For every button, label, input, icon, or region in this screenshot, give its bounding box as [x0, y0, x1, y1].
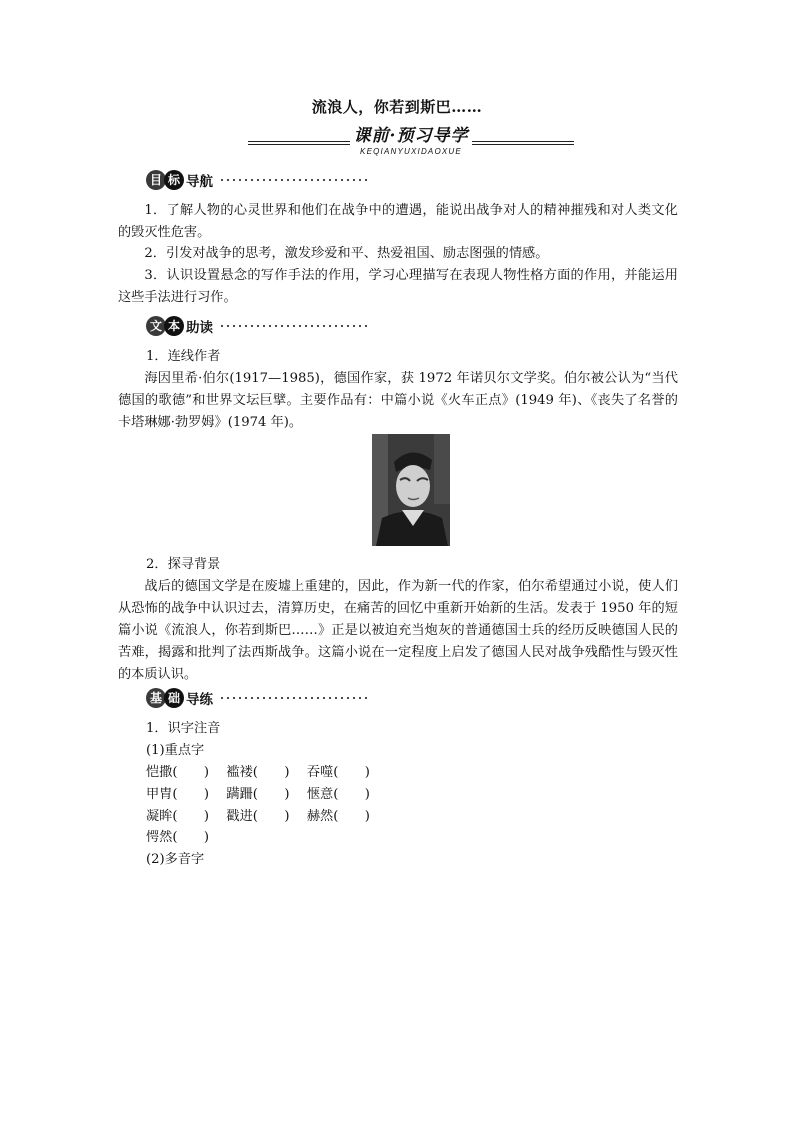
banner-pinyin: KEQIANYUXIDAOXUE: [360, 147, 462, 156]
goal-item: 2．引发对战争的思考，激发珍爱和平、热爱祖国、励志图强的情感。: [144, 246, 549, 261]
pinyin-row: 甲胄( ) 蹒跚( ) 惬意( ): [146, 787, 370, 802]
goal-item: 3．认识设置悬念的写作手法的作用，学习心理描写在表现人物性格方面的作用，并能运用这些手法进行习作。: [118, 268, 678, 305]
section-title: 导航: [186, 174, 213, 190]
section-practice-header: [146, 687, 371, 709]
section-badge: 目 标: [146, 170, 182, 190]
background-paragraph: 战后的德国文学是在废墟上重建的，因此，作为新一代的作家，伯尔希望通过小说，使人们从恐怖的战争中认识过去，清算历史，在痛苦的回忆中重新开始新的生活。发表于 1950 年的短篇小说《流浪人，你若到斯巴……》正是以被迫充当炮灰的普通德国士兵的经历反映德国人民的苦难，揭露和批判了法西斯战争。这篇小说在一定程度上启发了德国人民对战争残酷性与毁灭性的本质认识。: [118, 579, 678, 682]
pinyin-row: 凝眸( ) 戳进( ) 赫然( ): [146, 809, 370, 824]
section-title: 助读: [186, 320, 213, 336]
author-photo: [372, 434, 450, 546]
goal-item: 1．了解人物的心灵世界和他们在战争中的遭遇，能说出战争对人的精神摧残和对人类文化的毁灭性危害。: [118, 203, 678, 240]
subheading: 2．探寻背景: [146, 557, 221, 572]
dotted-divider: [219, 322, 371, 330]
section-badge: 文 本: [146, 316, 182, 336]
subheading-key-characters: (1)重点字: [146, 743, 205, 758]
section-title: 导练: [186, 692, 213, 708]
subheading: 1．连线作者: [146, 349, 221, 364]
pinyin-row: 愕然( ): [146, 830, 210, 845]
banner-label: 课前·预习导学: [248, 121, 574, 146]
author-paragraph: 海因里希·伯尔(1917—1985)，德国作家，获 1972 年诺贝尔文学奖。伯尔被公认为“当代德国的歌德”和世界文坛巨擘。主要作品有：中篇小说《火车正点》(1949 年)、《丧失了名誉的卡塔琳娜·勃罗姆》(1974 年)。: [118, 371, 678, 430]
subheading: 1．识字注音: [146, 721, 221, 736]
pinyin-row: 恺撒( ) 褴褛( ) 吞噬( ): [146, 765, 370, 780]
dotted-divider: [219, 694, 371, 702]
section-goals-header: [146, 169, 371, 191]
section-reading-header: [146, 315, 371, 337]
document-title: 流浪人，你若到斯巴……: [311, 98, 483, 116]
dotted-divider: [219, 176, 371, 184]
section-banner: [248, 119, 574, 159]
subheading-polyphonic: (2)多音字: [146, 852, 205, 867]
section-badge: 基 础: [146, 688, 182, 708]
portrait-image: [372, 434, 450, 546]
